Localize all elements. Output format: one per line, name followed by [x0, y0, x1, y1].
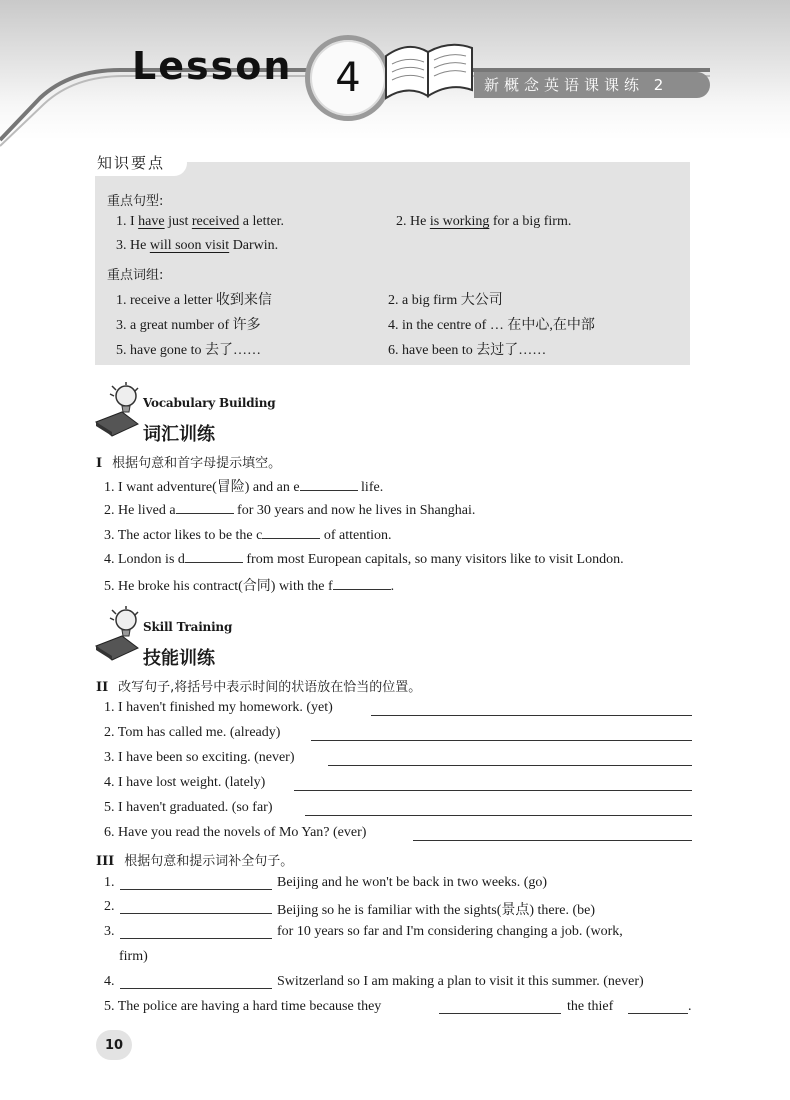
answer-line[interactable]: [294, 790, 692, 791]
lightbulb-book-icon: [92, 382, 142, 438]
vocab-item-5: 5. He broke his contract(合同) with the f .: [104, 579, 395, 594]
completion-item-4-number: 4.: [104, 974, 115, 989]
completion-item-1-text: Beijing and he won't be back in two weeks. (go): [277, 875, 548, 890]
part2-instruction: II 改写句子,将括号中表示时间的状语放在恰当的位置。: [96, 680, 422, 695]
vocab-section-title-cn: 词汇训练: [143, 424, 215, 445]
vocab-item-4: 4. London is d from most European capitals, so many visitors like to visit London.: [104, 552, 624, 567]
skill-section-title-en: Skill Training: [143, 620, 233, 634]
key-points-title: 知识要点: [95, 150, 187, 176]
vocab-item-1: 1. I want adventure(冒险) and an e life.: [104, 480, 384, 495]
rewrite-item-2: 2. Tom has called me. (already): [104, 725, 281, 740]
completion-item-3-text: for 10 years so far and I'm considering changing a job. (work,: [277, 924, 623, 939]
answer-line[interactable]: [311, 740, 692, 741]
key-sentence-3: 3. He will soon visit Darwin.: [116, 238, 279, 253]
answer-line[interactable]: [120, 889, 272, 890]
answer-line[interactable]: [413, 840, 692, 841]
open-book-icon: [378, 38, 478, 100]
phrase-item: 3. a great number of 许多: [116, 318, 261, 333]
answer-line[interactable]: [120, 913, 272, 914]
completion-item-3-number: 3.: [104, 924, 115, 939]
answer-line[interactable]: [305, 815, 692, 816]
completion-item-2-number: 2.: [104, 899, 115, 914]
key-points-box: [95, 162, 690, 365]
skill-section-title-cn: 技能训练: [143, 648, 215, 669]
key-sentence-2: 2. He is working for a big firm.: [396, 214, 572, 229]
phrase-item: 4. in the centre of … 在中心,在中部: [388, 318, 595, 333]
phrases-heading: 重点词组:: [107, 268, 164, 283]
answer-blank[interactable]: [333, 577, 391, 590]
answer-line[interactable]: [120, 988, 272, 989]
answer-blank[interactable]: [262, 526, 320, 539]
answer-line[interactable]: [371, 715, 692, 716]
phrase-item: 6. have been to 去过了……: [388, 343, 547, 358]
completion-item-4-text: Switzerland so I am making a plan to visit it this summer. (never): [277, 974, 644, 989]
phrase-item: 1. receive a letter 收到来信: [116, 293, 272, 308]
answer-blank[interactable]: [300, 478, 358, 491]
vocab-instruction: I 根据句意和首字母提示填空。: [96, 456, 282, 471]
series-title-banner: 新概念英语课课练 2: [474, 72, 710, 98]
answer-line[interactable]: [328, 765, 692, 766]
rewrite-item-6: 6. Have you read the novels of Mo Yan? (ever): [104, 825, 367, 840]
completion-item-5-text-start: 5. The police are having a hard time because they: [104, 999, 382, 1014]
rewrite-item-1: 1. I haven't finished my homework. (yet): [104, 700, 333, 715]
answer-blank[interactable]: [185, 550, 243, 563]
rewrite-item-5: 5. I haven't graduated. (so far): [104, 800, 273, 815]
completion-item-5-text-end: .: [688, 999, 692, 1014]
answer-blank[interactable]: [176, 501, 234, 514]
part3-instruction: III 根据句意和提示词补全句子。: [96, 854, 294, 869]
lesson-title: Lesson: [132, 44, 293, 88]
completion-item-3-continued: firm): [119, 949, 148, 964]
page-number: 10: [96, 1030, 132, 1060]
key-sentence-1: 1. I have just received a letter.: [116, 214, 284, 229]
vocab-item-3: 3. The actor likes to be the c of attention.: [104, 528, 392, 543]
answer-line[interactable]: [628, 1013, 688, 1014]
answer-line[interactable]: [439, 1013, 561, 1014]
phrase-item: 2. a big firm 大公司: [388, 293, 503, 308]
lesson-number-badge: 4: [305, 35, 391, 121]
lightbulb-book-icon: [92, 606, 142, 662]
phrase-item: 5. have gone to 去了……: [116, 343, 262, 358]
completion-item-5-text-mid: the thief: [567, 999, 614, 1014]
completion-item-1-number: 1.: [104, 875, 115, 890]
rewrite-item-3: 3. I have been so exciting. (never): [104, 750, 295, 765]
vocab-section-title-en: Vocabulary Building: [143, 396, 276, 410]
answer-line[interactable]: [120, 938, 272, 939]
completion-item-2-text: Beijing so he is familiar with the sights(景点) there. (be): [277, 903, 596, 918]
sentences-heading: 重点句型:: [107, 194, 164, 209]
rewrite-item-4: 4. I have lost weight. (lately): [104, 775, 266, 790]
vocab-item-2: 2. He lived a for 30 years and now he lives in Shanghai.: [104, 503, 476, 518]
